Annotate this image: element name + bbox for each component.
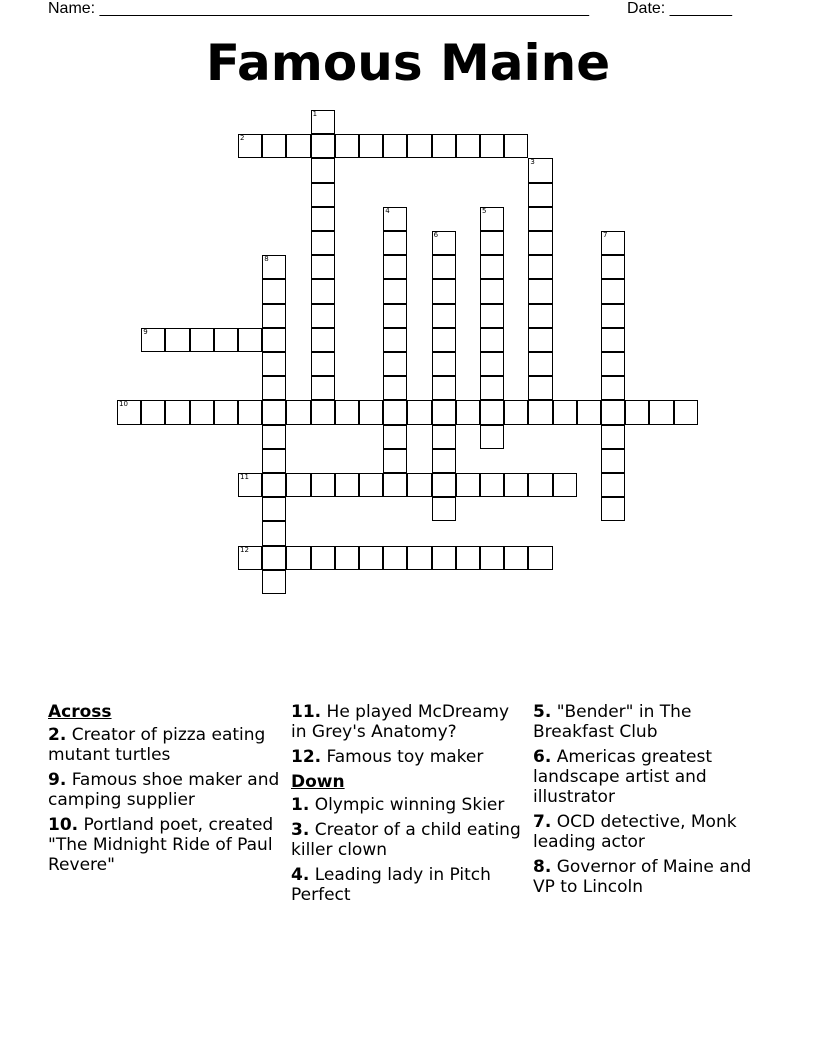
grid-cell[interactable] (528, 279, 552, 303)
clue-column-2 (291, 702, 527, 910)
clue-across-2 (48, 725, 284, 765)
cell-number: 6 (433, 231, 439, 239)
grid-cell[interactable] (286, 546, 310, 570)
clue-text: Governor of Maine and VP to Lincoln (533, 857, 752, 897)
grid-cell[interactable] (625, 400, 649, 424)
grid-cell[interactable] (262, 376, 286, 400)
grid-cell[interactable] (504, 546, 528, 570)
grid-cell[interactable] (262, 497, 286, 521)
grid-cell[interactable] (383, 304, 407, 328)
clue-down-1 (291, 795, 527, 815)
clue-text: He played McDreamy in Grey's Anatomy? (291, 702, 510, 742)
grid-cell[interactable] (528, 352, 552, 376)
grid-cell[interactable] (480, 473, 504, 497)
clue-number: 9. (48, 770, 67, 790)
cell-number: 11 (240, 473, 249, 481)
grid-cell[interactable] (432, 425, 456, 449)
grid-cell[interactable] (480, 546, 504, 570)
grid-cell[interactable] (601, 255, 625, 279)
grid-cell[interactable] (432, 473, 456, 497)
clue-across-12 (291, 747, 527, 767)
grid-cell[interactable] (286, 400, 310, 424)
clue-number: 7. (533, 812, 552, 832)
across-heading: Across (48, 702, 112, 722)
grid-cell[interactable] (456, 546, 480, 570)
grid-cell[interactable] (238, 328, 262, 352)
grid-cell[interactable] (359, 134, 383, 158)
grid-cell[interactable] (383, 376, 407, 400)
clue-text: Portland poet, created "The Midnight Ride of Paul Revere" (48, 815, 274, 875)
grid-cell[interactable] (359, 473, 383, 497)
grid-cell[interactable] (311, 473, 335, 497)
grid-cell[interactable] (432, 279, 456, 303)
grid-cell[interactable] (262, 352, 286, 376)
grid-cell[interactable] (262, 449, 286, 473)
grid-cell[interactable] (407, 473, 431, 497)
grid-cell[interactable] (601, 328, 625, 352)
clue-text: "Bender" in The Breakfast Club (533, 702, 692, 742)
grid-cell[interactable] (432, 231, 456, 255)
grid-cell[interactable] (504, 134, 528, 158)
clue-number: 1. (291, 795, 310, 815)
grid-cell[interactable] (601, 352, 625, 376)
grid-cell[interactable] (165, 328, 189, 352)
clue-number: 6. (533, 747, 552, 767)
grid-cell[interactable] (311, 304, 335, 328)
clue-number: 10. (48, 815, 79, 835)
grid-cell[interactable] (528, 546, 552, 570)
clue-column-1 (48, 702, 284, 880)
grid-cell[interactable] (190, 400, 214, 424)
grid-cell[interactable] (601, 497, 625, 521)
grid-cell[interactable] (407, 546, 431, 570)
grid-cell[interactable] (480, 255, 504, 279)
grid-cell[interactable] (335, 546, 359, 570)
grid-cell[interactable] (553, 473, 577, 497)
grid-cell[interactable] (383, 400, 407, 424)
clue-text: Leading lady in Pitch Perfect (291, 865, 491, 905)
clue-text: Creator of a child eating killer clown (291, 820, 521, 860)
grid-cell[interactable] (383, 352, 407, 376)
grid-cell[interactable] (262, 425, 286, 449)
grid-cell[interactable] (480, 400, 504, 424)
grid-cell[interactable] (432, 352, 456, 376)
grid-cell[interactable] (432, 546, 456, 570)
grid-cell[interactable] (528, 183, 552, 207)
grid-cell[interactable] (601, 279, 625, 303)
grid-cell[interactable] (480, 279, 504, 303)
cell-number: 5 (482, 206, 487, 215)
grid-cell[interactable] (214, 400, 238, 424)
grid-cell[interactable] (262, 570, 286, 594)
clue-across-11 (291, 702, 527, 742)
grid-cell[interactable] (601, 304, 625, 328)
grid-cell[interactable] (407, 400, 431, 424)
cell-number: 12 (240, 545, 249, 554)
grid-cell[interactable] (383, 207, 407, 231)
name-field[interactable]: Name: _______________________________________________________ (48, 0, 589, 17)
grid-cell[interactable] (383, 279, 407, 303)
grid-cell[interactable] (311, 352, 335, 376)
clue-down-7 (533, 812, 769, 852)
clue-down-4 (291, 865, 527, 905)
grid-cell[interactable] (214, 328, 238, 352)
cell-number: 1 (312, 110, 318, 118)
grid-cell[interactable] (359, 400, 383, 424)
grid-cell[interactable] (383, 546, 407, 570)
grid-cell[interactable] (528, 207, 552, 231)
clue-across-10 (48, 815, 284, 875)
down-heading: Down (291, 772, 345, 792)
grid-cell[interactable] (311, 110, 335, 134)
grid-cell[interactable] (383, 449, 407, 473)
grid-cell[interactable] (432, 497, 456, 521)
grid-cell[interactable] (383, 425, 407, 449)
grid-cell[interactable] (311, 255, 335, 279)
clue-number: 3. (291, 820, 310, 840)
grid-cell[interactable] (480, 304, 504, 328)
grid-cell[interactable] (165, 400, 189, 424)
grid-cell[interactable] (601, 425, 625, 449)
grid-cell[interactable] (311, 183, 335, 207)
grid-cell[interactable] (141, 400, 165, 424)
grid-cell[interactable] (528, 158, 552, 182)
grid-cell[interactable] (432, 449, 456, 473)
grid-cell[interactable] (480, 352, 504, 376)
clue-number: 11. (291, 702, 322, 722)
grid-cell[interactable] (407, 134, 431, 158)
clue-number: 8. (533, 857, 552, 877)
grid-cell[interactable] (432, 255, 456, 279)
clue-text: Olympic winning Skier (314, 795, 505, 815)
grid-cell[interactable] (528, 255, 552, 279)
grid-cell[interactable] (480, 134, 504, 158)
grid-cell[interactable] (432, 328, 456, 352)
date-field[interactable]: Date: _______ (627, 0, 732, 17)
grid-cell[interactable] (117, 400, 141, 424)
grid-cell[interactable] (311, 376, 335, 400)
clue-text: Creator of pizza eating mutant turtles (48, 725, 266, 765)
clue-down-5 (533, 702, 769, 742)
cell-number: 2 (240, 134, 245, 143)
grid-cell[interactable] (238, 473, 262, 497)
cell-number: 10 (119, 400, 128, 409)
grid-cell[interactable] (456, 134, 480, 158)
grid-cell[interactable] (528, 328, 552, 352)
grid-cell[interactable] (262, 546, 286, 570)
grid-cell[interactable] (286, 134, 310, 158)
grid-cell[interactable] (238, 134, 262, 158)
clue-number: 5. (533, 702, 552, 722)
grid-cell[interactable] (262, 328, 286, 352)
clue-down-8 (533, 857, 769, 897)
grid-cell[interactable] (577, 400, 601, 424)
grid-cell[interactable] (238, 546, 262, 570)
clue-column-3 (533, 702, 769, 902)
grid-cell[interactable] (432, 376, 456, 400)
grid-cell[interactable] (528, 231, 552, 255)
grid-cell[interactable] (480, 231, 504, 255)
grid-cell[interactable] (311, 279, 335, 303)
grid-cell[interactable] (141, 328, 165, 352)
grid-cell[interactable] (262, 304, 286, 328)
grid-cell[interactable] (262, 279, 286, 303)
grid-cell[interactable] (601, 376, 625, 400)
grid-cell[interactable] (528, 304, 552, 328)
grid-cell[interactable] (553, 400, 577, 424)
grid-cell[interactable] (286, 473, 310, 497)
clue-number: 4. (291, 865, 310, 885)
grid-cell[interactable] (262, 400, 286, 424)
grid-cell[interactable] (335, 134, 359, 158)
grid-cell[interactable] (311, 134, 335, 158)
grid-cell[interactable] (480, 328, 504, 352)
grid-cell[interactable] (262, 521, 286, 545)
grid-cell[interactable] (311, 328, 335, 352)
grid-cell[interactable] (432, 400, 456, 424)
grid-cell[interactable] (674, 400, 698, 424)
puzzle-title: Famous Maine (205, 34, 611, 92)
cell-number: 3 (530, 158, 535, 167)
grid-cell[interactable] (504, 400, 528, 424)
grid-cell[interactable] (190, 328, 214, 352)
grid-cell[interactable] (432, 134, 456, 158)
grid-cell[interactable] (262, 473, 286, 497)
grid-cell[interactable] (456, 473, 480, 497)
clue-number: 12. (291, 747, 322, 767)
grid-cell[interactable] (335, 400, 359, 424)
grid-cell[interactable] (480, 425, 504, 449)
grid-cell[interactable] (649, 400, 673, 424)
grid-cell[interactable] (504, 473, 528, 497)
grid-cell[interactable] (528, 376, 552, 400)
grid-cell[interactable] (262, 255, 286, 279)
cell-number: 9 (143, 327, 148, 336)
grid-cell[interactable] (311, 231, 335, 255)
grid-cell[interactable] (238, 400, 262, 424)
grid-cell[interactable] (383, 473, 407, 497)
grid-cell[interactable] (359, 546, 383, 570)
grid-cell[interactable] (383, 255, 407, 279)
grid-cell[interactable] (528, 473, 552, 497)
grid-cell[interactable] (335, 473, 359, 497)
cell-number: 4 (385, 206, 390, 215)
grid-cell[interactable] (480, 376, 504, 400)
grid-cell[interactable] (480, 207, 504, 231)
grid-cell[interactable] (311, 158, 335, 182)
grid-cell[interactable] (601, 449, 625, 473)
grid-cell[interactable] (383, 328, 407, 352)
clue-number: 2. (48, 725, 67, 745)
grid-cell[interactable] (311, 400, 335, 424)
grid-cell[interactable] (601, 400, 625, 424)
grid-cell[interactable] (528, 400, 552, 424)
grid-cell[interactable] (311, 546, 335, 570)
grid-cell[interactable] (432, 304, 456, 328)
grid-cell[interactable] (383, 231, 407, 255)
clue-down-6 (533, 747, 769, 807)
cell-number: 8 (264, 255, 269, 264)
grid-cell[interactable] (383, 134, 407, 158)
grid-cell[interactable] (311, 207, 335, 231)
clue-across-9 (48, 770, 284, 810)
grid-cell[interactable] (601, 231, 625, 255)
clue-text: Famous shoe maker and camping supplier (48, 770, 280, 810)
grid-cell[interactable] (262, 134, 286, 158)
grid-cell[interactable] (456, 400, 480, 424)
grid-cell[interactable] (601, 473, 625, 497)
cell-number: 7 (603, 231, 608, 239)
clue-down-3 (291, 820, 527, 860)
clue-text: Famous toy maker (326, 747, 484, 767)
clue-text: Americas greatest landscape artist and illustrator (533, 747, 713, 807)
clue-text: OCD detective, Monk leading actor (533, 812, 737, 852)
